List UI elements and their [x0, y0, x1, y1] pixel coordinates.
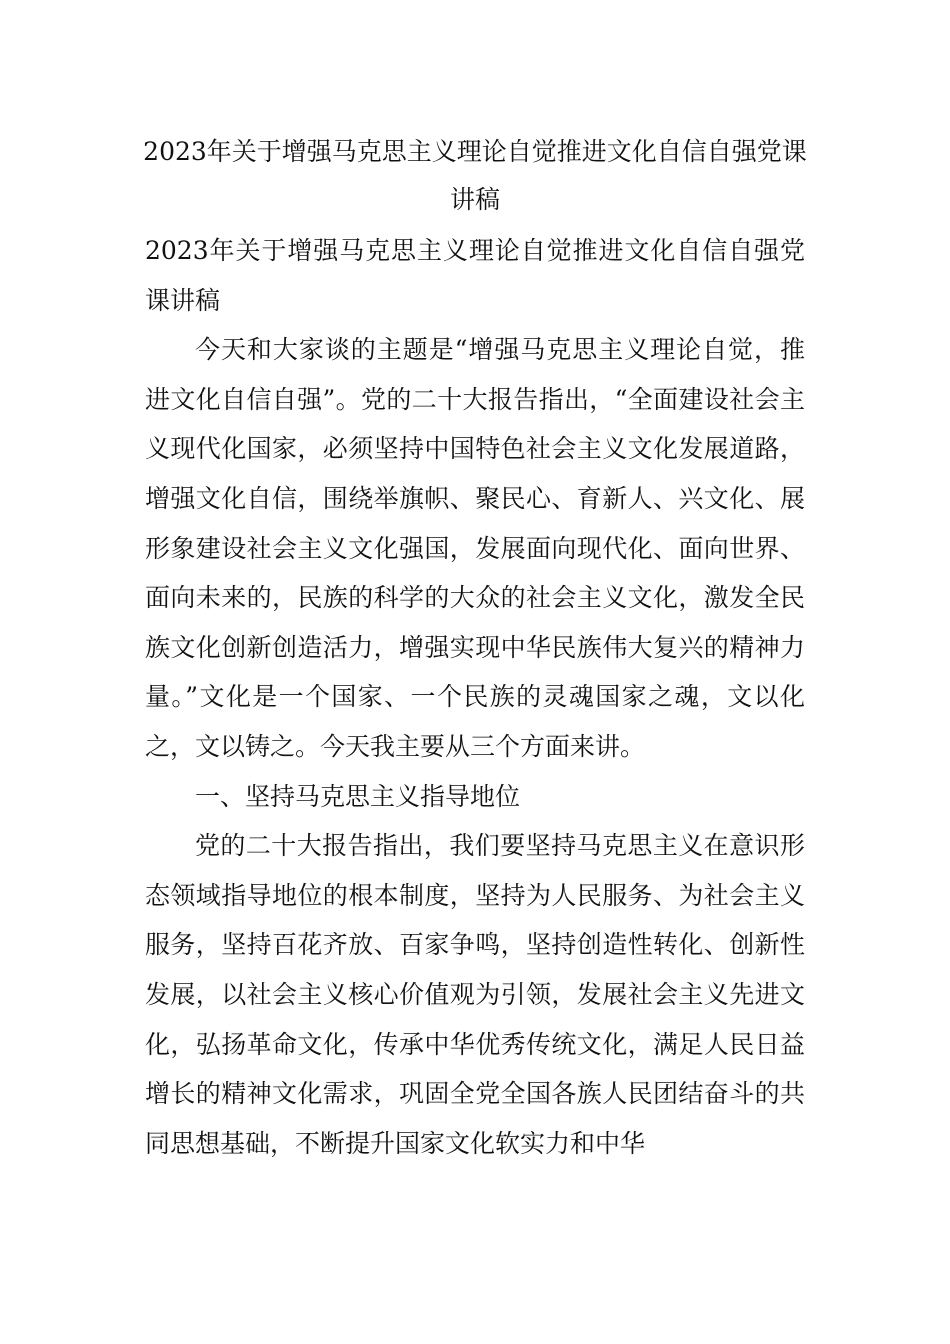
section-paragraph: 党的二十大报告指出，我们要坚持马克思主义在意识形态领域指导地位的根本制度，坚持为人民服务、为社会主义服务，坚持百花齐放、百家争鸣，坚持创造性转化、创新性发展，以社会主义核心价值观为引领，发展社会主义先进文化，弘扬革命文化，传承中华优秀传统文化，满足人民日益增长的精神文化需求，巩固全党全国各族人民团结奋斗的共同思想基础，不断提升国家文化软实力和中华	[145, 831, 805, 1158]
document-body	[145, 226, 805, 1168]
document-title: 2023年关于增强马克思主义理论自觉推进文化自信自强党课讲稿	[143, 137, 807, 214]
document-subtitle: 2023年关于增强马克思主义理论自觉推进文化自信自强党课讲稿	[145, 236, 805, 315]
intro-paragraph: 今天和大家谈的主题是“增强马克思主义理论自觉，推进文化自信自强”。党的二十大报告指出，“全面建设社会主义现代化国家，必须坚持中国特色社会主义文化发展道路，增强文化自信，围绕举旗帜、聚民心、育新人、兴文化、展形象建设社会主义文化强国，发展面向现代化、面向世界、面向未来的，民族的科学的大众的社会主义文化，激发全民族文化创新创造活力，增强实现中华民族伟大复兴的精神力量。”文化是一个国家、一个民族的灵魂国家之魂，文以化之，文以铸之。今天我主要从三个方面来讲。	[145, 335, 805, 761]
section-heading: 一、坚持马克思主义指导地位	[195, 781, 521, 811]
